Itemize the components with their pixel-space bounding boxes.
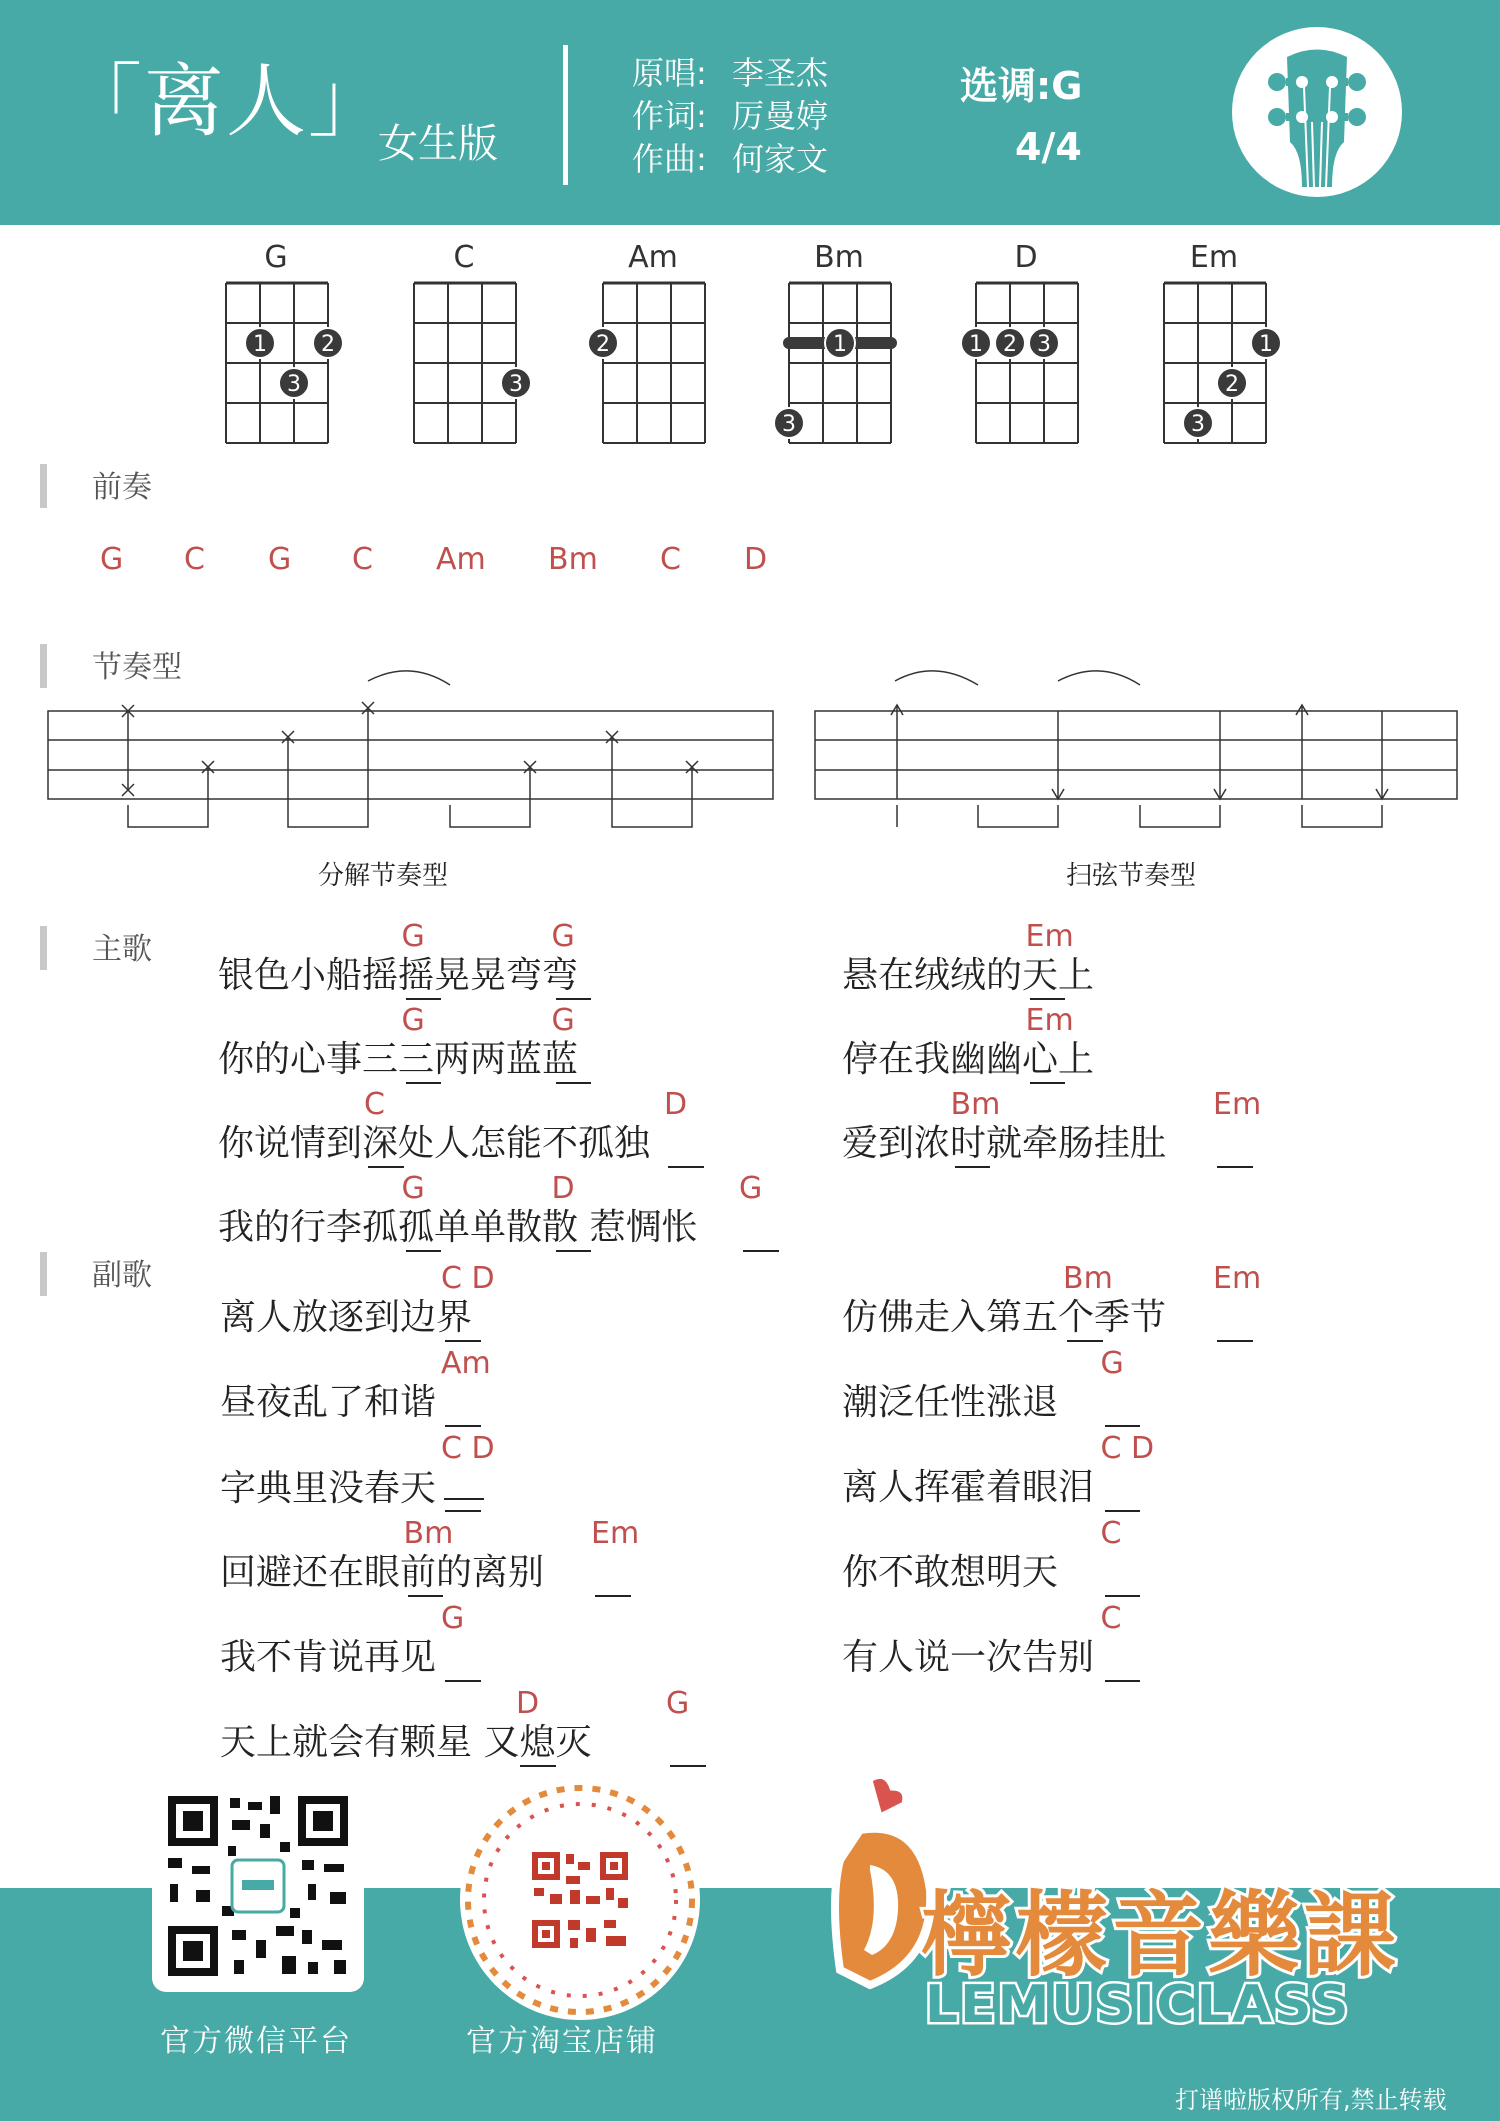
wechat-qr-card <box>152 1780 364 1992</box>
credits <box>632 52 828 181</box>
chord-underline <box>1030 1082 1066 1084</box>
chord-name: Am <box>628 240 678 275</box>
chord-label: Bm <box>403 1516 454 1551</box>
chord-label: G <box>739 1171 763 1206</box>
finger-dot <box>1183 408 1213 438</box>
svg-text:1: 1 <box>253 332 267 357</box>
lyric-text: 你说情到深处人怎能不孤独 <box>218 1123 651 1164</box>
chord-label: G <box>441 1601 465 1636</box>
chord-name: G <box>264 240 288 275</box>
header-divider <box>563 45 568 185</box>
chord-name: Em <box>1189 240 1239 275</box>
chord-label: C <box>1100 1516 1122 1551</box>
finger-dot <box>1029 328 1059 358</box>
chord-diagram-bm <box>783 240 895 450</box>
lyric-text: 我的行李孤孤单单散散 惹惆怅 <box>218 1207 698 1248</box>
lyric-line <box>218 1207 698 1248</box>
finger-dot <box>588 328 618 358</box>
chord-label: Em <box>591 1516 640 1551</box>
chord-label: C D <box>441 1431 495 1466</box>
brand-name-cn: 檸檬音樂課 <box>920 1882 1401 1989</box>
lyric-line <box>220 1722 592 1763</box>
chord-label: C <box>1100 1601 1122 1636</box>
qr-code-icon <box>460 1780 700 2020</box>
lyric-text: 停在我幽幽心上 <box>842 1039 1095 1080</box>
chord-label: D <box>664 1087 688 1122</box>
taobao-label: 官方淘宝店铺 <box>466 2024 658 2059</box>
lyric-text: 昼夜乱了和谐 <box>220 1382 437 1423</box>
lyric-line <box>220 1637 437 1678</box>
lyric-line <box>220 1470 484 1507</box>
lyric-line <box>842 1039 1095 1080</box>
chord-underline <box>408 1595 444 1597</box>
chord-label: Em <box>1213 1261 1262 1296</box>
chord-underline <box>445 1510 481 1512</box>
chord-underline <box>1030 998 1066 1000</box>
fretboard-grid <box>408 280 523 450</box>
lyric-line <box>842 1552 1059 1593</box>
chord-label: G <box>401 919 425 954</box>
intro-chord: G <box>268 542 292 577</box>
chord-underline <box>1105 1510 1141 1512</box>
strum-staff <box>815 671 1457 827</box>
lyric-text: 银色小船摇摇晃晃弯弯 <box>218 955 579 996</box>
lyric-line <box>218 1123 651 1164</box>
finger-dot <box>774 408 804 438</box>
chord-label: Am <box>441 1346 491 1381</box>
credit-composer: 作曲: 何家文 <box>632 140 829 178</box>
lyric-line <box>220 1297 473 1338</box>
finger-dot <box>825 328 855 358</box>
chord-label: G <box>401 1003 425 1038</box>
chord-diagram-d <box>970 240 1082 450</box>
finger-dot <box>995 328 1025 358</box>
fingerpicking-caption: 分解节奏型 <box>318 861 449 891</box>
svg-text:1: 1 <box>1259 332 1273 357</box>
fretboard-grid <box>1158 280 1273 450</box>
qr-code-icon <box>152 1780 364 1992</box>
chord-underline <box>1217 1166 1253 1168</box>
lyric-text: 有人说一次告别 <box>842 1637 1095 1678</box>
fretboard-grid <box>783 280 895 450</box>
chord-underline <box>406 1250 442 1252</box>
chord-label: Em <box>1213 1087 1262 1122</box>
wechat-label: 官方微信平台 <box>160 2024 352 2059</box>
chord-underline <box>445 1680 481 1682</box>
chord-label: C <box>364 1087 385 1122</box>
svg-text:1: 1 <box>969 332 983 357</box>
chord-label: C D <box>1100 1431 1155 1466</box>
chord-label: Em <box>1025 1003 1074 1038</box>
chord-underline <box>668 1166 704 1168</box>
chord-underline <box>955 1166 991 1168</box>
svg-text:2: 2 <box>1003 332 1017 357</box>
fingerpicking-staff <box>48 671 773 827</box>
chord-underline <box>595 1595 631 1597</box>
lyric-line <box>842 1382 1059 1423</box>
chord-name: D <box>1014 240 1038 275</box>
lyric-line <box>220 1552 545 1593</box>
chord-label: D <box>551 1171 575 1206</box>
chord-label: Bm <box>1063 1261 1113 1296</box>
strum-caption: 扫弦节奏型 <box>1066 861 1197 891</box>
chord-name: C <box>453 240 475 275</box>
svg-text:2: 2 <box>1225 372 1239 397</box>
lemon-music-logo-icon <box>800 1770 940 2000</box>
brand-name-en: LEMUSICLASS <box>925 1975 1351 2035</box>
intro-chord: D <box>744 542 768 577</box>
svg-text:1: 1 <box>833 332 847 357</box>
lyric-text: 仿佛走入第五个季节 <box>842 1297 1167 1338</box>
chord-underline <box>743 1250 779 1252</box>
intro-chord: C <box>184 542 205 577</box>
intro-chords <box>100 542 900 582</box>
lyric-text: 你不敢想明天 <box>842 1552 1059 1593</box>
svg-text:3: 3 <box>509 372 523 397</box>
chord-underline <box>1105 1595 1141 1597</box>
chord-diagram-am <box>597 240 709 450</box>
ukulele-headstock-icon <box>1232 27 1402 197</box>
chord-underline <box>1217 1340 1253 1342</box>
chord-underline <box>1105 1425 1141 1427</box>
lyric-line <box>218 955 579 996</box>
lyric-text: 回避还在眼前的离别 <box>220 1552 545 1593</box>
chord-diagram-em <box>1158 240 1273 450</box>
credit-singer: 原唱: 李圣杰 <box>632 54 829 92</box>
lyric-text: 我不肯说再见 <box>220 1637 437 1678</box>
svg-text:3: 3 <box>782 412 796 437</box>
section-verse: 主歌 <box>40 924 152 968</box>
intro-chord: C <box>352 542 373 577</box>
finger-dot <box>313 328 343 358</box>
lyric-text: 潮泛任性涨退 <box>842 1382 1059 1423</box>
section-chorus: 副歌 <box>40 1250 152 1294</box>
chord-label: G <box>1100 1346 1124 1381</box>
fretboard-grid <box>220 280 335 450</box>
intro-chord: Bm <box>548 542 598 577</box>
lyric-line <box>842 1467 1095 1508</box>
header-bar <box>0 0 1500 225</box>
fretboard-grid <box>970 280 1082 450</box>
finger-dot <box>1251 328 1281 358</box>
lyric-text: 离人放逐到边界 <box>220 1297 473 1338</box>
svg-text:3: 3 <box>1037 332 1051 357</box>
song-subtitle: 女生版 <box>378 121 498 167</box>
copyright-notice: 打谱啦版权所有,禁止转载 <box>1175 2086 1447 2114</box>
chord-label: C D <box>441 1261 495 1296</box>
chord-underline <box>406 1082 442 1084</box>
lyric-text: 天上就会有颗星 又熄灭 <box>220 1722 592 1763</box>
chord-label: D <box>516 1686 540 1721</box>
chord-underline <box>1105 1680 1141 1682</box>
intro-chord: G <box>100 542 124 577</box>
chord-underline <box>670 1765 706 1767</box>
key-label: 选调:G <box>960 64 1083 108</box>
lyric-text: 悬在绒绒的天上 <box>842 955 1095 996</box>
chord-label: G <box>551 919 575 954</box>
chord-label: Em <box>1025 919 1074 954</box>
chord-underline <box>368 1166 404 1168</box>
rest-underline <box>444 1470 484 1500</box>
finger-dot <box>501 368 531 398</box>
svg-text:2: 2 <box>596 332 610 357</box>
intro-chord: C <box>660 542 681 577</box>
section-rhythm: 节奏型 <box>40 642 182 686</box>
lyric-line <box>842 1297 1167 1338</box>
finger-dot <box>1217 368 1247 398</box>
chord-underline <box>445 1425 481 1427</box>
lyric-line <box>220 1382 437 1423</box>
chord-underline <box>520 1765 556 1767</box>
chord-label: G <box>551 1003 575 1038</box>
lyric-line <box>218 1039 579 1080</box>
chord-underline <box>406 998 442 1000</box>
intro-chord: Am <box>436 542 486 577</box>
chord-diagram-c <box>408 240 523 450</box>
fretboard-grid <box>597 280 709 450</box>
svg-text:3: 3 <box>287 372 301 397</box>
finger-dot <box>245 328 275 358</box>
chord-name: Bm <box>814 240 864 275</box>
finger-dot <box>961 328 991 358</box>
lyric-line <box>842 1123 1167 1164</box>
chord-underline <box>556 998 592 1000</box>
svg-text:2: 2 <box>321 332 335 357</box>
finger-dot <box>279 368 309 398</box>
chord-underline <box>556 1082 592 1084</box>
chord-diagram-g <box>220 240 335 450</box>
chord-label: G <box>666 1686 690 1721</box>
time-signature: 4/4 <box>1015 125 1082 169</box>
svg-text:3: 3 <box>1191 412 1205 437</box>
song-title: 「离人」 <box>62 55 390 148</box>
chord-label: G <box>401 1171 425 1206</box>
lyric-text: 你的心事三三两两蓝蓝 <box>218 1039 579 1080</box>
rhythm-notation <box>40 665 1470 845</box>
lyric-line <box>842 955 1095 996</box>
lyric-text: 爱到浓时就牵肠挂肚 <box>842 1123 1167 1164</box>
lyric-text: 字典里没春天 <box>220 1468 437 1509</box>
taobao-qr-card <box>460 1780 700 2020</box>
chord-underline <box>1067 1340 1103 1342</box>
chord-underline <box>556 1250 592 1252</box>
credit-lyricist: 作词: 厉曼婷 <box>632 97 829 135</box>
section-intro: 前奏 <box>40 462 152 506</box>
lyric-line <box>842 1637 1095 1678</box>
chord-label: Bm <box>950 1087 1001 1122</box>
chord-underline <box>445 1340 481 1342</box>
lyric-text: 离人挥霍着眼泪 <box>842 1467 1095 1508</box>
